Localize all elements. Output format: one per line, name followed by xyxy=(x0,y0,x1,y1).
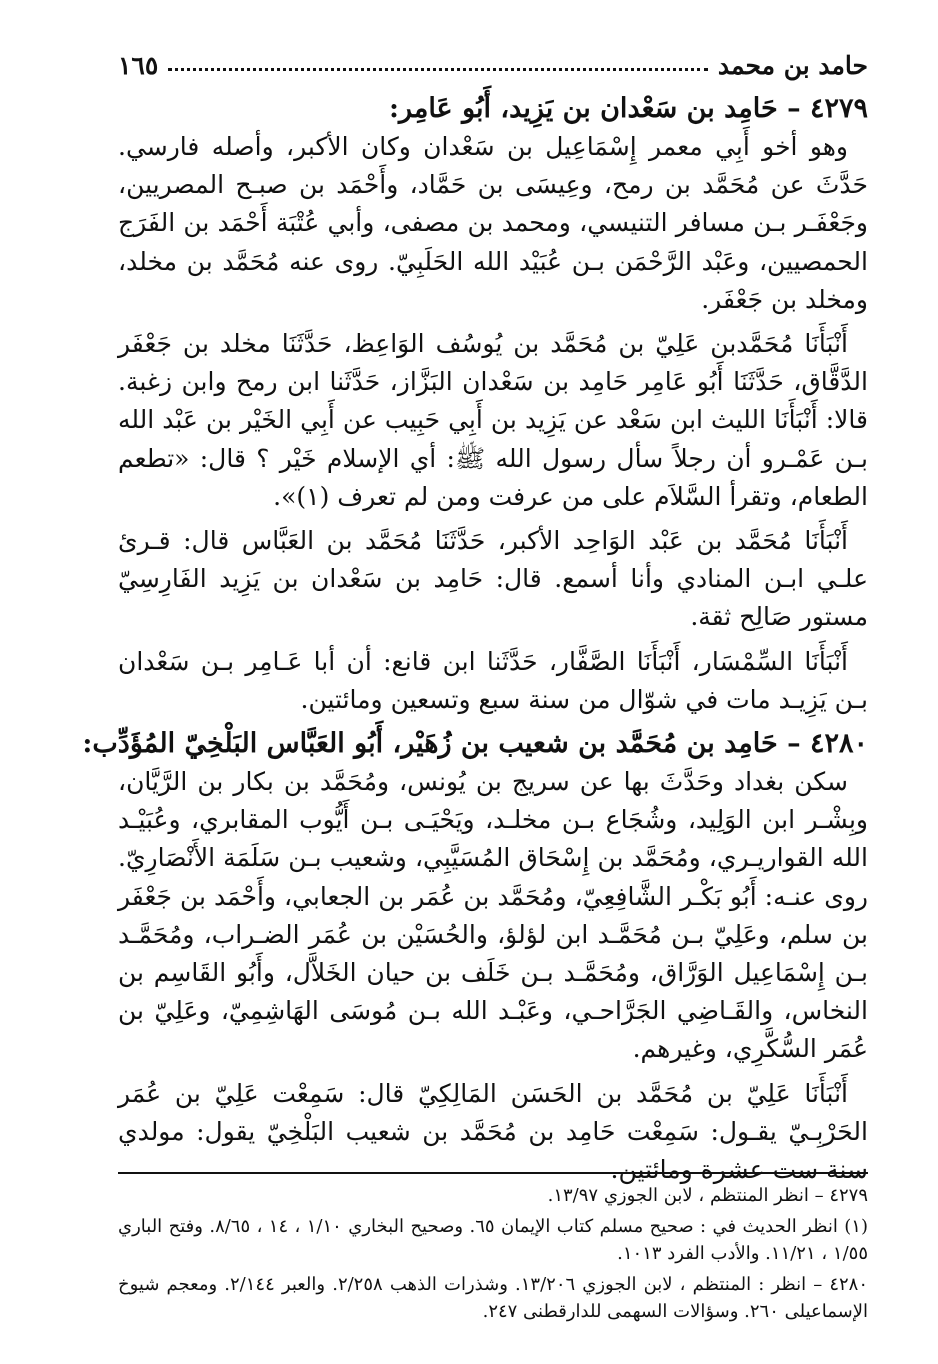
footnote-4280: ٤٢٨٠ – انظر : المنتظم ، لابن الجوزي ١٣/٢٠٦. وشذرات الذهب ٢/٢٥٨. والعبر ٢/١٤٤. ومعجم شيوخ الإسماعيلى ٢٦٠. وسؤالات السهمى للدارقطنى ٢٤٧. xyxy=(118,1274,869,1322)
footnote-1: (١) انظر الحديث في : صحيح مسلم كتاب الإيمان ٦٥. وصحيح البخاري ١/١٠ ، ١٤ ، ٨/٦٥. وفتح الباري ١/٥٥ ، ١١/٢١. والأدب الفرد ١٠١٣. xyxy=(118,1216,868,1264)
entry-4279-paragraph-1: وهو أخو أَبِي معمر إِسْمَاعِيل بن سَعْدان وكان الأكبر، وأصله فارسي. حَدَّثَ عن مُحَمَّد بن رمح، وعِيسَى بن حَمَّاد، وأَحْمَد بن صبـح المصريين، وجَعْفَـر بـن مسافر التنيسي، ومحمد بن مصفى، وأبي عُتْبَة أَحْمَد بن الفَرَج الحمصيين، وعَبْد الرَّحْمَن بـن عُبَيْد الله الحَلَبِيّ. روى عنه مُحَمَّد بن مخلد، ومخلد بن جَعْفَر. xyxy=(118,132,868,314)
page-number: ١٦٥ xyxy=(118,51,159,80)
footnote-separator xyxy=(118,1172,868,1174)
running-header xyxy=(118,40,868,80)
entry-heading-4280: ٤٢٨٠ – حَامِد بن مُحَمَّد بن شعيب بن زُهَيْر، أَبُو العَبَّاس البَلْخِيّ المُؤَدِّب: xyxy=(82,728,868,760)
running-title: حامد بن محمد xyxy=(717,51,868,80)
entry-4279-paragraph-2: أَنْبَأَنَا مُحَمَّدبن عَلِيّ بن مُحَمَّد بن يُوسُف الوَاعِظ، حَدَّثَنَا مخلد بن جَعْفَر الدَّقَّاق، حَدَّثَنَا أَبُو عَامِر حَامِد بن سَعْدان البَزَّاز، حَدَّثَنا ابن رمح وابن زغبة. قالا: أَنْبَأَنَا الليث ابن سَعْد عن يَزِيد بن أَبِي حَبِيب عن أَبِي الخَيْر بن عَبْد الله بـن عَمْـرو أن رجلاً سأل رسول الله ﷺ: أي الإسلام خَيْر ؟ قال: «تطعم الطعام، وتقرأ السَّلاَم على من عرفت ومن لم تعرف (١)». xyxy=(118,329,868,511)
entry-4279-paragraph-3: أَنْبَأَنَا مُحَمَّد بن عَبْد الوَاحِد الأكبر، حَدَّثَنَا مُحَمَّد بن العَبَّاس قال: قـرئ علـي ابـن المنادي وأنا أسمع. قال: حَامِد بن سَعْدان بن يَزِيد الفَارِسِيّ مستور صَالِح ثقة. xyxy=(118,526,868,632)
footnotes xyxy=(118,1182,868,1329)
main-text xyxy=(82,90,868,1189)
entry-heading-4279: ٤٢٧٩ – حَامِد بن سَعْدان بن يَزِيد، أَبُو عَامِر: xyxy=(389,93,868,124)
entry-4280-paragraph-2: أَنْبَأَنَا عَلِيّ بن مُحَمَّد بن الحَسَن المَالِكِيّ قال: سَمِعْت عَلِيّ بن عُمَر الحَرْبِـيّ يقـول: سَمِعْت حَامِد بن مُحَمَّد بن شعيب البَلْخِيّ يقول: مولدي سنة ست عشرة ومائتين. xyxy=(118,1078,868,1185)
footnote-4279: ٤٢٧٩ – انظر المنتظم ، لابن الجوزي ١٣/٩٧. xyxy=(547,1185,868,1206)
entry-4280-paragraph-1: سكن بغداد وحَدَّثَ بها عن سريج بن يُونس، ومُحَمَّد بن بكار بن الرَّيَّان، وبِشْـر ابن الوَلِيد، وشُجَاع بـن مخلـد، ويَحْيَـى بـن أَيُّوب المقابري، وعُبَيْـد الله القواريـري، ومُحَمَّد بن إِسْحَاق المُسَيَّبِي، وشعيب بـن سَلَمَة الأَنْصَارِيّ. روى عنـه: أَبُو بَكْـر الشَّافِعِيّ، ومُحَمَّد بن عُمَر بن الجعابي، وأَحْمَد بن جَعْفَر بن سلم، وعَلِيّ بـن مُحَمَّـد ابن لؤلؤ، والحُسَيْن بن عُمَر الضـراب، ومُحَمَّـد بـن إِسْمَاعِيل الوَرَّاق، ومُحَمَّـد بـن خَلَف بن حيان الخَلاَّل، وأَبُو القَاسِم بن النخاس، والقَـاضِي الجَرَّاحـي، وعَبْـد الله بـن مُوسَى الهَاشِمِيّ، وعَلِيّ بن عُمَر السُّكَّرِي، وغيرهم. xyxy=(118,767,868,1064)
header-leader-dots xyxy=(168,67,708,71)
entry-4279-paragraph-4: أَنْبَأَنَا السِّمْسَار، أَنْبَأَنَا الصَّفَّار، حَدَّثَنا ابن قانع: أن أبا عَـامِر بـن سَعْدان بـن يَزِيـد مات في شوّال من سنة سبع وتسعين ومائتين. xyxy=(118,646,868,714)
